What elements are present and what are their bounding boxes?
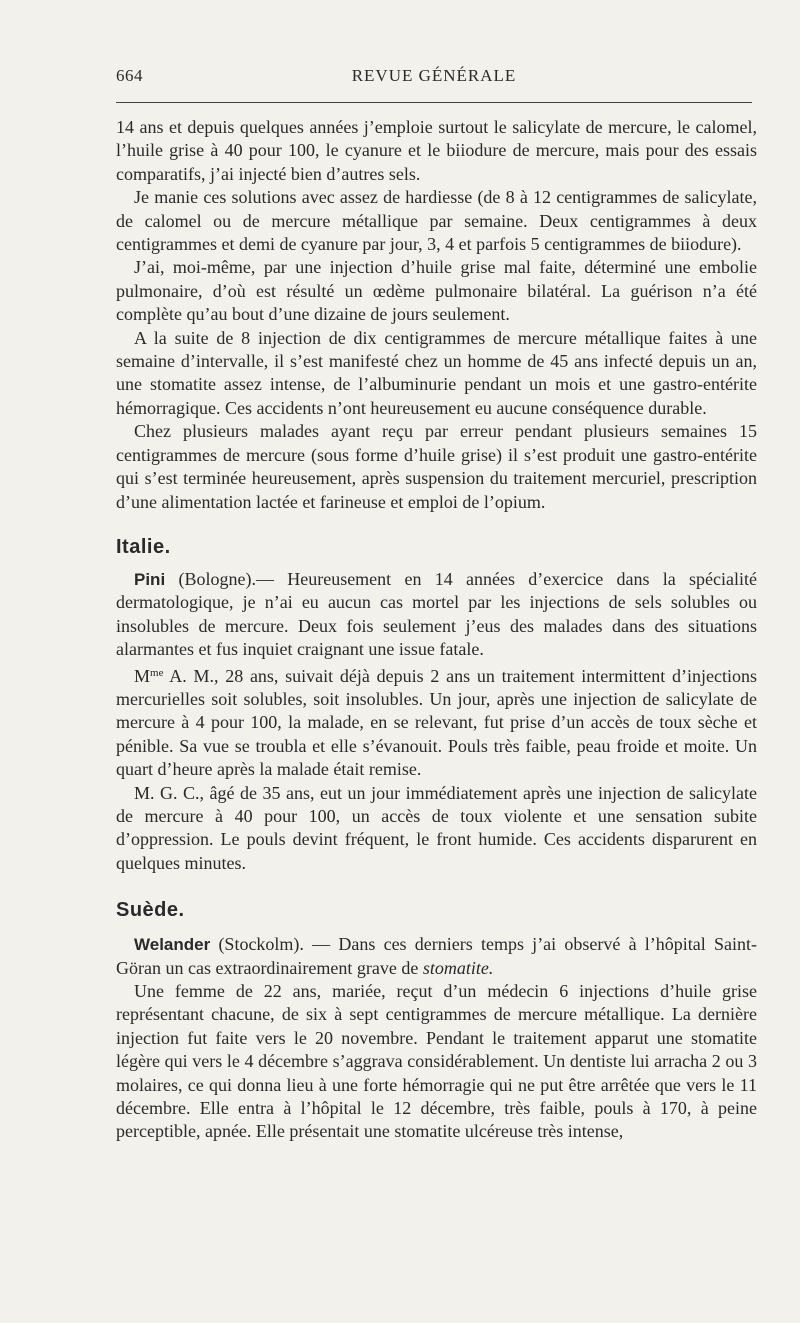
section-heading-italie: Italie.	[116, 535, 171, 558]
header-rule	[116, 102, 752, 103]
paragraph-mme	[116, 662, 757, 782]
paragraph-welander	[116, 933, 757, 980]
paragraph: Une femme de 22 ans, mariée, reçut d’un médecin 6 injections d’huile grise représentant chacune, de six à sept centigrammes de mercure métallique. La dernière injection fut faite vers le 20 novembre. Pendant le traitement apparut une stomatite légère qui vers le 4 décembre s’aggrava considérablement. Un dentiste lui arracha 2 ou 3 molaires, ce qui donna lieu à une forte hémorragie qui ne put être arrêtée que vers le 11 décembre. Elle entra à l’hôpital le 12 décembre, très faible, pouls à 170, à peine perceptible, apnée. Elle présentait une stomatite ulcéreuse très intense,	[116, 981, 757, 1142]
paragraph-text: (Bologne).— Heureusement en 14 années d’exercice dans la spécialité dermatologique, je n’ai eu aucun cas mortel par les injections de sels solubles ou insolubles de mercure. Deux fois seulement j’eus des malades dans des situations alarmantes et fus inquiet craignant une issue fatale.	[116, 568, 757, 660]
author-name: Welander	[134, 935, 211, 955]
italic-term: stomatite.	[422, 957, 494, 978]
body-text	[116, 116, 757, 1144]
page-number: 664	[116, 66, 143, 85]
paragraph-text: A. M., 28 ans, suivait déjà depuis 2 ans un traitement intermittent d’injections mercurielles soit solubles, soit insolubles. Un jour, après une injection de salicylate de mercure à 4 pour 100, la malade, en se relevant, fut prise d’un accès de toux sèche et pénible. Sa vue se troubla et elle s’évanouit. Pouls très faible, peau froide et moite. Un quart d’heure après la malade était remise.	[116, 665, 757, 780]
running-header	[116, 66, 752, 90]
author-name: Pini	[134, 569, 166, 589]
paragraph-text: (Stockolm). — Dans ces derniers temps j’ai observé à l’hôpital Saint-Göran un cas extraordinairement grave de	[116, 934, 757, 978]
honorific: M	[134, 665, 151, 686]
honorific-superscript: me	[150, 666, 164, 679]
paragraph: A la suite de 8 injection de dix centigrammes de mercure métallique faites à une semaine d’intervalle, il s’est manifesté chez un homme de 45 ans infecté depuis un an, une stomatite assez intense, de l’albuminurie pendant un mois et une gastro-entérite hémorragique. Ces accidents n’ont heureusement eu aucune conséquence durable.	[116, 327, 757, 418]
paragraph: Chez plusieurs malades ayant reçu par erreur pendant plusieurs semaines 15 centigrammes de mercure (sous forme d’huile grise) il s’est produit une gastro-entérite qui s’est terminée heureusement, après suspension du traitement mercuriel, prescription d’une alimentation lactée et farineuse et emploi de l’opium.	[116, 421, 757, 512]
running-title: REVUE GÉNÉRALE	[351, 66, 517, 85]
paragraph: J’ai, moi-même, par une injection d’huile grise mal faite, déterminé une embolie pulmonaire, d’où est résulté un œdème pulmonaire bilatéral. La guérison n’a été complète qu’au bout d’une dizaine de jours seulement.	[116, 257, 757, 325]
paragraph-pini	[116, 568, 757, 662]
paragraph: M. G. C., âgé de 35 ans, eut un jour immédiatement après une injection de salicylate de mercure à 40 pour 100, un accès de toux violente et une sensation subite d’oppression. Le pouls devint fréquent, le front humide. Ces accidents disparurent en quelques minutes.	[116, 782, 757, 873]
paragraph: Je manie ces solutions avec assez de hardiesse (de 8 à 12 centigrammes de salicylate, de calomel ou de mercure métallique par semaine. Deux centigrammes à deux centigrammes et demi de cyanure par jour, 3, 4 et parfois 5 centigrammes de biiodure).	[116, 187, 757, 255]
section-heading-suede: Suède.	[116, 899, 185, 922]
paragraph: 14 ans et depuis quelques années j’emploie surtout le salicylate de mercure, le calomel, l’huile grise à 40 pour 100, le cyanure et le biiodure de mercure, mais pour des essais comparatifs, j’ai injecté bien d’autres sels.	[116, 117, 757, 184]
